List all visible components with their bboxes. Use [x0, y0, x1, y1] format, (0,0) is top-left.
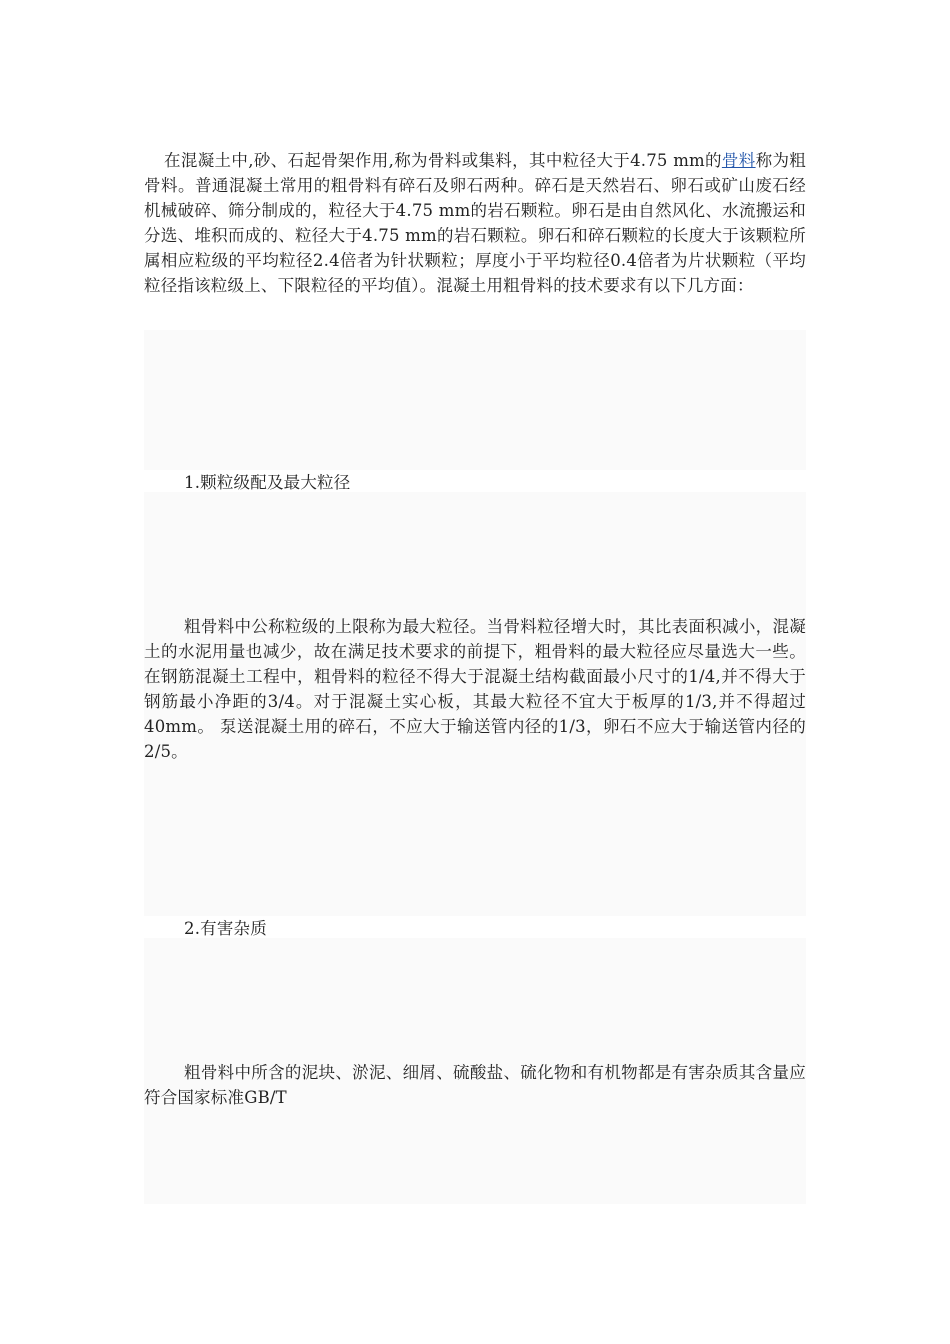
aggregate-link[interactable]: 骨料: [721, 151, 756, 170]
section2-paragraph: 粗骨料中所含的泥块、淤泥、细屑、硫酸盐、硫化物和有机物都是有害杂质其含量应符合国家标准GB/T: [144, 1063, 806, 1107]
section1-heading: 1.颗粒级配及最大粒径: [184, 473, 351, 492]
section2-heading: 2.有害杂质: [184, 919, 267, 938]
intro-paragraph: [144, 148, 806, 298]
faded-background-block: [144, 938, 806, 1060]
faded-background-block: [144, 1112, 806, 1204]
section1-paragraph: 粗骨料中公称粒级的上限称为最大粒径。当骨料粒径增大时，其比表面积减小，混凝土的水泥用量也减少，故在满足技术要求的前提下，粗骨料的最大粒径应尽量选大一些。在钢筋混凝土工程中，粗骨料的粒径不得大于混凝土结构截面最小尺寸的1/4,并不得大于钢筋最小净距的3/4。对于混凝土实心板，其最大粒径不宜大于板厚的1/3,并不得超过40mm。 泵送混凝土用的碎石，不应大于输送管内径的1/3，卵石不应大于输送管内径的2/5。: [144, 617, 806, 761]
document-page: [144, 148, 806, 1204]
section1-heading-wrap: [144, 470, 806, 492]
intro-lead-text: 在混凝土中,砂、石起骨架作用,称为骨料或集料，其中粒径大于4.75 mm的: [164, 151, 722, 170]
faded-background-block: [144, 764, 806, 916]
section1-body: [144, 614, 806, 764]
section2-body: [144, 1060, 806, 1112]
section2-heading-wrap: [144, 916, 806, 938]
faded-background-block: [144, 492, 806, 614]
intro-rest-text: 称为粗骨料。普通混凝土常用的粗骨料有碎石及卵石两种。碎石是天然岩石、卵石或矿山废石经机械破碎、筛分制成的，粒径大于4.75 mm的岩石颗粒。卵石是由自然风化、水流搬运和分选、堆积而成的、粒径大于4.75 mm的岩石颗粒。卵石和碎石颗粒的长度大于该颗粒所属相应粒级的平均粒径2.4倍者为针状颗粒；厚度小于平均粒径0.4倍者为片状颗粒（平均粒径指该粒级上、下限粒径的平均值）。混凝土用粗骨料的技术要求有以下几方面：: [144, 151, 806, 295]
intro-section: [144, 148, 806, 330]
faded-background-block: [144, 330, 806, 470]
